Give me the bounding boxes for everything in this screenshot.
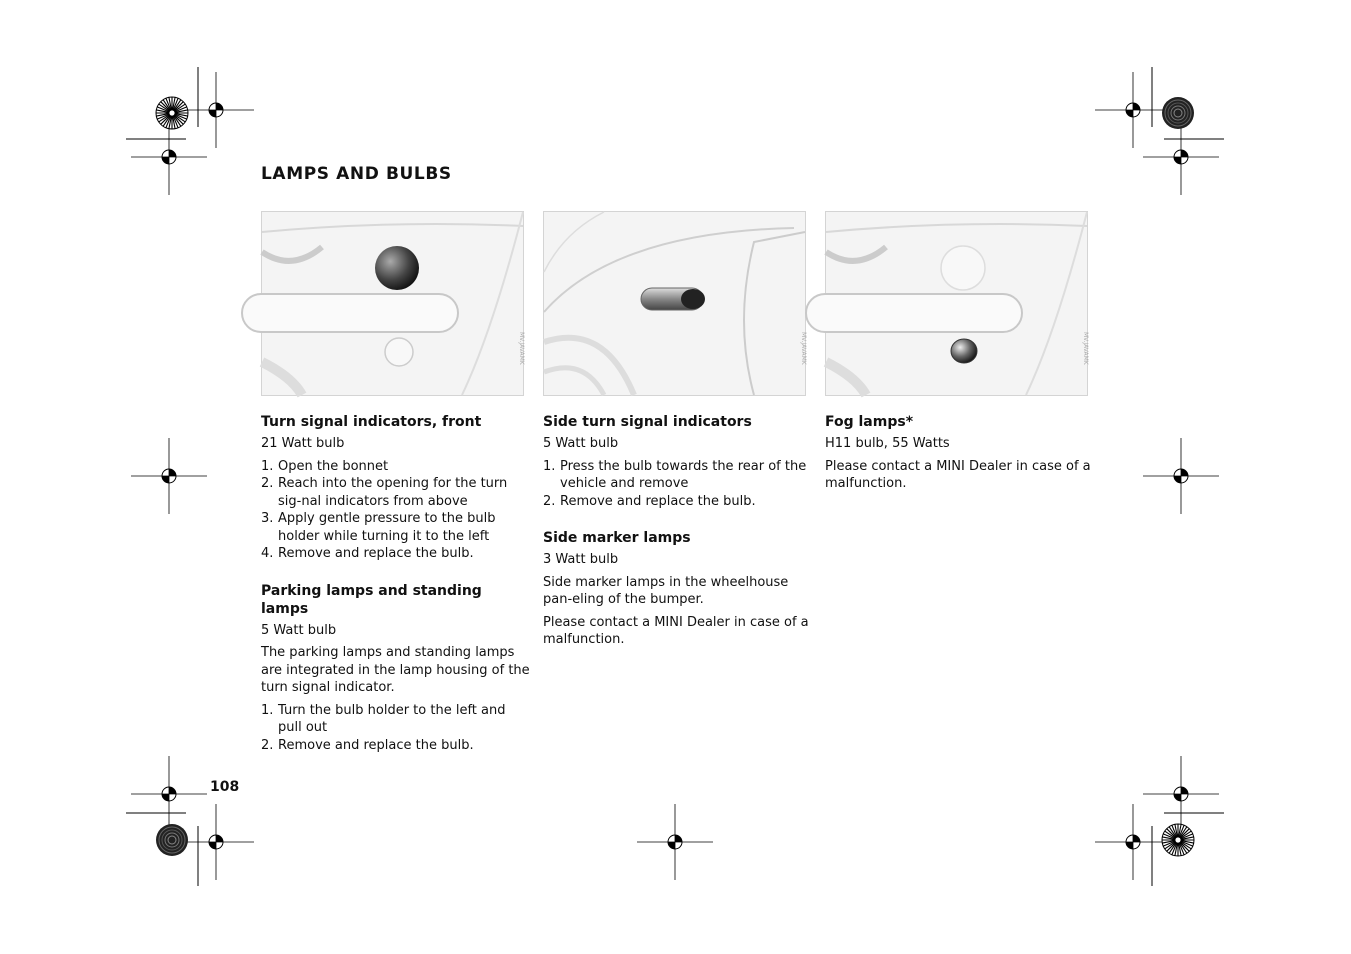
- figure-turn-signal-front: [261, 211, 524, 396]
- body-side-marker-lamps: Side marker lamps in the wheelhouse pan-eling of the bumper.: [543, 574, 789, 607]
- heading-fog-lamps: Fog lamps*: [825, 414, 914, 430]
- heading-turn-signal-front: Turn signal indicators, front: [261, 414, 482, 430]
- figure-fog-lamp: [825, 211, 1088, 396]
- figure-code: MV.JAVAMK: [1082, 332, 1089, 365]
- spec-fog-lamps: H11 bulb, 55 Watts: [825, 436, 950, 451]
- figure-code: MV.JAVAMK: [518, 332, 525, 365]
- list-item: 2. Remove and replace the bulb.: [261, 737, 474, 753]
- spec-side-marker-lamps: 3 Watt bulb: [543, 552, 619, 567]
- body-fog-lamps: Please contact a MINI Dealer in case of a malfunction.: [825, 458, 1091, 491]
- column-right: [825, 413, 1095, 498]
- list-item: 1. Turn the bulb holder to the left and pull out: [261, 702, 506, 735]
- list-item: 1. Press the bulb towards the rear of the vehicle and remove: [543, 458, 807, 491]
- column-left: [261, 413, 531, 759]
- list-item: 1. Open the bonnet: [261, 458, 389, 474]
- heading-parking-lamps: Parking lamps and standing lamps: [261, 582, 482, 617]
- body-side-marker-contact: Please contact a MINI Dealer in case of a malfunction.: [543, 614, 809, 647]
- steps-parking-lamps: [261, 702, 531, 755]
- spec-side-turn-signal: 5 Watt bulb: [543, 436, 619, 451]
- list-item: 4. Remove and replace the bulb.: [261, 546, 474, 561]
- spec-parking-lamps: 5 Watt bulb: [261, 622, 337, 638]
- steps-side-turn-signal: [543, 458, 813, 511]
- body-parking-lamps: The parking lamps and standing lamps are integrated in the lamp housing of the turn signal indicator.: [261, 645, 530, 695]
- figure-side-turn-signal: [543, 211, 806, 396]
- spec-turn-signal-front: 21 Watt bulb: [261, 436, 345, 451]
- heading-side-turn-signal: Side turn signal indicators: [543, 414, 752, 430]
- list-item: 2. Reach into the opening for the turn sig-nal indicators from above: [261, 476, 508, 509]
- column-middle: [543, 413, 813, 654]
- page-title: LAMPS AND BULBS: [261, 164, 452, 184]
- list-item: 3. Apply gentle pressure to the bulb holder while turning it to the left: [261, 511, 496, 544]
- heading-side-marker-lamps: Side marker lamps: [543, 530, 691, 546]
- list-item: 2. Remove and replace the bulb.: [543, 493, 756, 509]
- steps-turn-signal-front: [261, 458, 531, 563]
- figure-code: MV.JAVAMK: [800, 332, 807, 365]
- page-number: 108: [210, 779, 240, 795]
